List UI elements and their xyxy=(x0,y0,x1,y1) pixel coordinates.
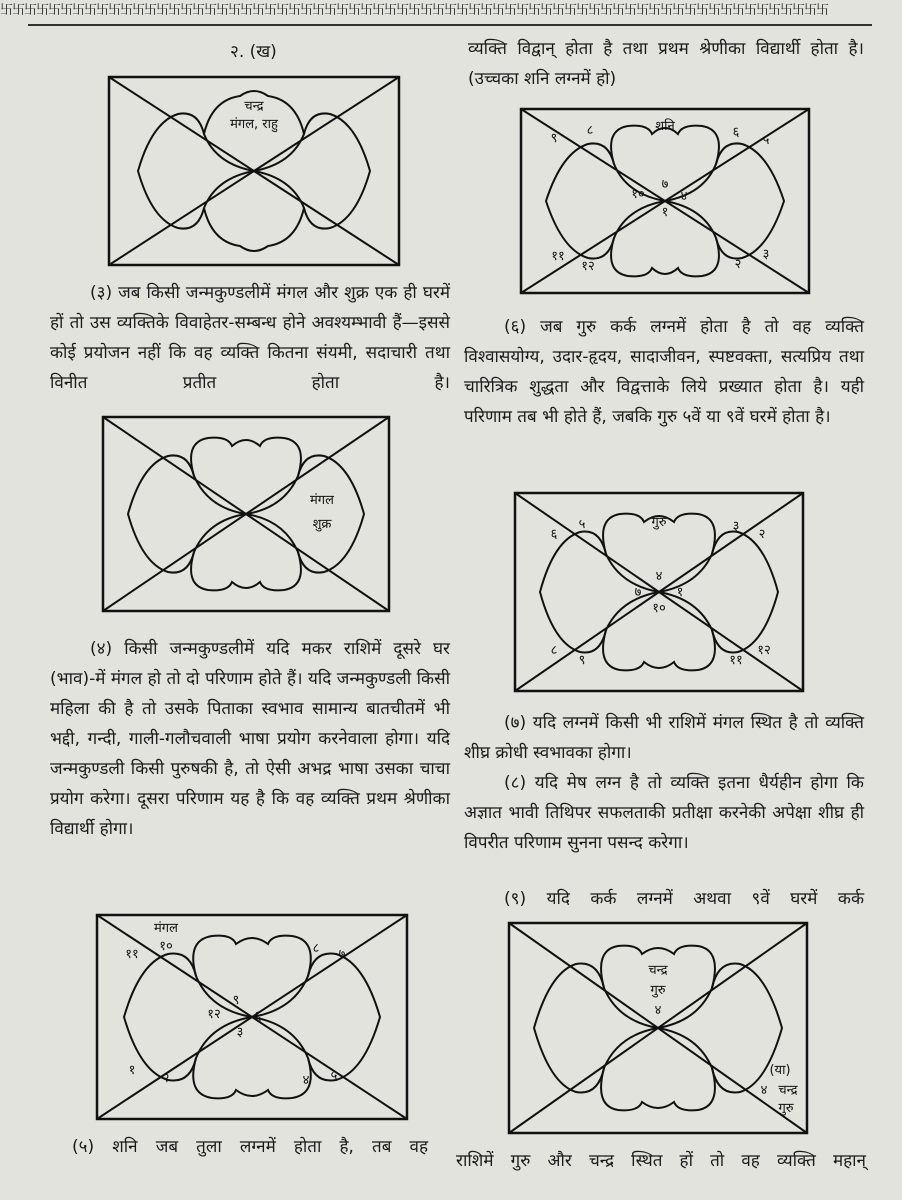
kundali-chart-3 xyxy=(102,416,390,612)
decorative-border: 卐卐卐卐卐卐卐卐卐卐卐卐卐卐卐卐卐卐卐卐卐卐卐卐卐卐卐卐卐卐卐卐卐卐卐卐卐卐卐卐卐卐卐卐卐卐卐卐卐卐卐卐卐卐卐卐卐卐卐卐卐卐卐卐卐卐卐卐卐 xyxy=(0,3,829,18)
chart-label: शनि xyxy=(655,119,675,134)
house-number: १० xyxy=(159,939,173,954)
house-number: ७ xyxy=(661,177,669,192)
house-number: ३ xyxy=(762,247,770,262)
paragraph-continued: व्यक्ति विद्वान् होता है तथा प्रथम श्रेणीका विद्यार्थी होता है। (उच्चका शनि लग्नमें हो) xyxy=(468,39,864,89)
kundali-chart-kh xyxy=(108,76,400,266)
house-number: १० xyxy=(652,601,666,616)
chart-label: गुरु xyxy=(650,983,666,998)
house-number: ८ xyxy=(312,941,320,956)
house-number: ४ xyxy=(655,569,663,584)
house-number: ४ xyxy=(680,189,688,204)
paragraph-3: (३) जब किसी जन्मकुण्डलीमें मंगल और शुक्र एक ही घरमें हों तो उस व्यक्तिके विवाहेतर-सम्बन्ध होने अवश्यम्भावी हैं—इससे कोई प्रयोजन नहीं कि वह व्यक्ति कितना संयमी, सदाचारी तथा विनीत प्रतीत होता है। xyxy=(50,283,450,393)
house-number: २ xyxy=(162,1071,170,1086)
house-number: ३ xyxy=(236,1025,244,1040)
house-number: ६ xyxy=(550,527,558,542)
paragraph-7: (७) यदि लग्नमें किसी भी राशिमें मंगल स्थित है तो व्यक्ति शीघ्र क्रोधी स्वभावका होगा। xyxy=(464,713,864,763)
kundali-chart-4 xyxy=(96,914,408,1120)
chart-label: चन्द्र xyxy=(778,1083,798,1098)
house-number: ११ xyxy=(551,249,565,264)
house-number: १२ xyxy=(581,259,595,274)
house-number: ५ xyxy=(762,133,770,148)
chart-label: मंगल, राहु xyxy=(230,117,278,132)
chart-label: मंगल xyxy=(154,921,178,936)
chart-heading: २. (ख) xyxy=(230,42,277,62)
house-number: ९ xyxy=(578,653,586,668)
house-number: १२ xyxy=(757,643,771,658)
house-number: १० xyxy=(631,187,645,202)
paragraph-4: (४) किसी जन्मकुण्डलीमें यदि मकर राशिमें दूसरे घर (भाव)-में मंगल हो तो दो परिणाम होते हैं। यदि जन्मकुण्डली किसी महिला की है तो उसके पिताका स्वभाव सामान्य बातचीतमें भी भद्दी, गन्दी, गाली-गलौचवाली भाषा प्रयोग करनेवाला होगा। यदि जन्मकुण्डली किसी पुरुषकी है, तो ऐसी अभद्र भाषा उसका चाचा प्रयोग करेगा। दूसरा परिणाम यह है कि वह व्यक्ति प्रथम श्रेणीका विद्यार्थी होगा। xyxy=(50,639,450,839)
house-number: ४ xyxy=(302,1073,310,1088)
chart-label: शुक्र xyxy=(312,517,332,532)
house-number: ७ xyxy=(338,947,346,962)
house-number: २ xyxy=(734,257,742,272)
house-number: १ xyxy=(128,1063,136,1078)
house-number: ८ xyxy=(586,123,594,138)
house-number: ९ xyxy=(550,131,558,146)
house-number: ११ xyxy=(729,653,743,668)
paragraph-6: (६) जब गुरु कर्क लग्नमें होता है तो वह व्यक्ति विश्वासयोग्य, उदार-हृदय, सादाजीवन, स्पष्टवक्ता, सत्यप्रिय तथा चारित्रिक शुद्धता और विद्वत्ताके लिये प्रख्यात होता है। यही परिणाम तब भी होते हैं, जबकि गुरु ५वें या ९वें घरमें होता है। xyxy=(464,317,864,427)
house-number: ९ xyxy=(232,993,240,1008)
house-number: ४ xyxy=(654,1003,662,1018)
paragraph-final: राशिमें गुरु और चन्द्र स्थित हों तो वह व्यक्ति महान् xyxy=(456,1151,866,1171)
chart-label: चन्द्र xyxy=(244,99,264,114)
chart-label: चन्द्र xyxy=(648,963,668,978)
chart-label: गुरु xyxy=(778,1101,794,1116)
house-number: २ xyxy=(758,527,766,542)
house-number: ४ xyxy=(760,1083,768,1098)
paragraph-8: (८) यदि मेष लग्न है तो व्यक्ति इतना धैर्यहीन होगा कि अज्ञात भावी तिथिपर सफलताकी प्रतीक्षा करनेकी अपेक्षा शीघ्र ही विपरीत परिणाम सुनना पसन्द करेगा। xyxy=(464,773,864,853)
house-number: ८ xyxy=(550,643,558,658)
paragraph-9: (९) यदि कर्क लग्नमें अथवा ९वें घरमें कर्क xyxy=(504,889,864,909)
house-number: ५ xyxy=(330,1069,338,1084)
house-number: ६ xyxy=(732,125,740,140)
chart-label: मंगल xyxy=(310,493,334,508)
paragraph-5: (५) शनि जब तुला लग्नमें होता है, तब वह xyxy=(72,1137,428,1157)
chart-label: गुरु xyxy=(651,515,667,530)
kundali-chart-5 xyxy=(520,108,810,294)
house-number: ११ xyxy=(125,947,139,962)
house-number: १ xyxy=(661,205,669,220)
chart-label: (या) xyxy=(769,1063,791,1078)
house-number: १२ xyxy=(207,1007,221,1022)
kundali-chart-6 xyxy=(514,492,804,692)
house-number: ७ xyxy=(634,585,642,600)
house-number: ५ xyxy=(578,517,586,532)
house-number: ३ xyxy=(732,519,740,534)
kundali-chart-9 xyxy=(508,922,808,1134)
top-rule xyxy=(28,24,872,26)
house-number: ६ xyxy=(254,1009,262,1024)
house-number: १ xyxy=(676,585,684,600)
